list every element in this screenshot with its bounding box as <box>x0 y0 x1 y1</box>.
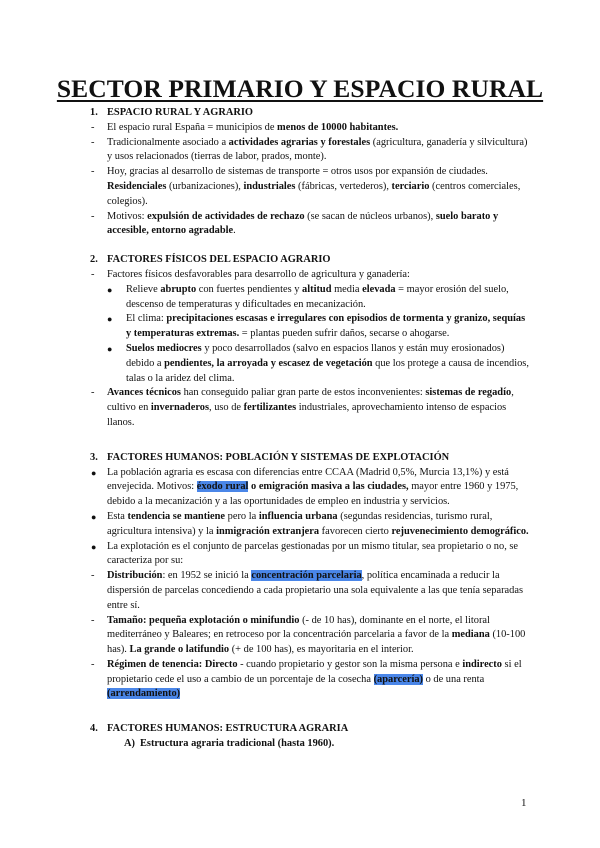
bold-text: terciario <box>391 180 430 192</box>
bold-text: pendientes, la arroyada y escasez de vegetación <box>164 357 373 369</box>
text-run: = mayor erosión del suelo, descenso de temperaturas y dificultades en mecanización. <box>126 283 509 310</box>
dash-bullet: - <box>91 166 95 178</box>
list-item <box>88 268 530 283</box>
list-item <box>88 283 530 313</box>
bold-text: inmigración extranjera <box>216 525 320 537</box>
section-title: FACTORES FÍSICOS DEL ESPACIO AGRARIO <box>107 254 331 266</box>
bold-text: mediana <box>451 629 490 641</box>
bold-text: precipitaciones escasas e irregulares con episodios de tormenta y granizo, sequías y temperaturas extremas. <box>126 313 526 340</box>
text-run: con fuertes pendientes y <box>196 283 303 295</box>
text-run: Tradicionalmente asociado a <box>107 136 229 148</box>
section-4 <box>88 722 530 752</box>
dot-bullet: ● <box>107 314 113 325</box>
text-run: que los protege a causa de incendios, talas o la aridez del clima. <box>126 357 529 384</box>
highlighted-text: (arrendamiento) <box>107 688 181 700</box>
dash-bullet: - <box>91 570 95 582</box>
subsection-letter: A) <box>124 738 135 750</box>
text-run: . <box>233 225 236 237</box>
subsection-heading <box>88 737 530 752</box>
bold-text: Suelos mediocres <box>126 342 202 354</box>
bold-text: actividades agrarias y forestales <box>228 136 371 148</box>
document-body <box>88 106 530 752</box>
dash-bullet: - <box>91 121 95 133</box>
text-run: (10-100 has). <box>107 629 526 656</box>
list-item <box>88 658 530 702</box>
text-run: Motivos: <box>107 210 148 222</box>
bold-text: influencia urbana <box>258 510 338 522</box>
page-title: SECTOR PRIMARIO Y ESPACIO RURAL <box>56 74 544 103</box>
bold-text: tendencia se mantiene <box>127 510 226 522</box>
list-item <box>88 569 530 613</box>
bold-text: fertilizantes <box>243 402 297 414</box>
section-number: 2. <box>90 254 98 266</box>
text-run: (se sacan de núcleos urbanos), <box>304 210 436 222</box>
text-run: (segundas residencias, turismo rural, agricultura intensiva) y la <box>107 510 493 537</box>
dash-bullet: - <box>91 658 95 670</box>
text-run: favorecen cierto <box>319 525 392 537</box>
bold-text: La grande o latifundio <box>129 644 230 656</box>
text-run: El clima: <box>126 313 167 325</box>
bold-text: expulsión de actividades de rechazo <box>147 210 305 222</box>
bold-text: menos de 10000 habitantes. <box>277 121 399 133</box>
text-run: media <box>331 283 363 295</box>
text-run: (centros comerciales, colegios). <box>107 180 521 207</box>
list-item <box>88 342 530 386</box>
bold-text: elevada <box>362 283 396 295</box>
dash-bullet: - <box>91 387 95 399</box>
text-run: = plantas pueden sufrir daños, secarse o ahogarse. <box>239 328 450 340</box>
bold-text: industriales <box>243 180 296 192</box>
dot-bullet: ● <box>91 541 97 552</box>
dash-bullet: - <box>91 210 95 222</box>
bold-text: altitud <box>302 283 332 295</box>
list-item <box>88 386 530 430</box>
section-title: FACTORES HUMANOS: POBLACIÓN Y SISTEMAS DE EXPLOTACIÓN <box>107 451 450 463</box>
bold-text: Avances técnicos <box>107 387 181 399</box>
text-run: (fábricas, vertederos), <box>295 180 392 192</box>
text-run: y poco desarrollados (salvo en espacios llanos y están muy erosionados) debido a <box>126 342 505 369</box>
text-run: han conseguido paliar gran parte de estos inconvenientes: <box>180 387 426 399</box>
section-number: 4. <box>90 723 98 735</box>
text-run: (urbanizaciones), <box>166 180 244 192</box>
list-item <box>88 312 530 342</box>
text-run: , cultivo en <box>107 387 514 414</box>
highlighted-text: concentración parcelaria <box>251 570 362 582</box>
highlighted-text: éxodo rural <box>196 481 249 493</box>
text-run: Esta <box>107 510 128 522</box>
text-run: pero la <box>225 510 259 522</box>
bold-text: Tamaño: pequeña explotación o minifundio <box>107 614 300 626</box>
text-run: La explotación es el conjunto de parcelas gestionadas por un mismo titular, sea propietario o no, se caracteriza por su: <box>107 540 519 567</box>
list-item <box>88 540 530 570</box>
list-item <box>88 165 530 209</box>
text-run: (+ de 100 has), es mayoritaria en el interior. <box>229 644 414 656</box>
bold-text: o emigración masiva a las ciudades, <box>248 481 409 493</box>
dot-bullet: ● <box>107 284 113 295</box>
section-4-heading <box>88 722 530 737</box>
section-3-heading <box>88 451 530 466</box>
bold-text: Residenciales <box>107 180 167 192</box>
highlighted-text: (aparcería) <box>373 673 424 685</box>
text-run: : en 1952 se inició la <box>162 570 252 582</box>
section-number: 1. <box>90 107 98 118</box>
text-run: Hoy, gracias al desarrollo de sistemas de transporte = otros usos por expansión de ciudades. <box>107 166 488 178</box>
section-number: 3. <box>90 451 98 463</box>
list-item <box>88 614 530 658</box>
section-3 <box>88 451 530 703</box>
text-run: mayor entre 1960 y 1975, debido a la mecanización y a las oportunidades de empleo en industria y servicios. <box>107 481 519 508</box>
text-run: , política encaminada a reducir la dispersión de parcelas concediendo a cada propietario una sola equivalente a las que tenía separadas entre sí. <box>107 570 524 611</box>
text-run: (- de 10 has), dominante en el norte, el litoral mediterráneo y Baleares; en retroceso por la concentración parcelaria a favor de la <box>107 614 490 641</box>
dash-bullet: - <box>91 136 95 148</box>
section-title: FACTORES HUMANOS: ESTRUCTURA AGRARIA <box>107 723 349 735</box>
bold-text: Distribución <box>107 570 163 582</box>
dot-bullet: ● <box>91 511 97 522</box>
text-run: (agricultura, ganadería y silvicultura) y usos relacionados (tierras de labor, prados, monte). <box>107 136 528 163</box>
text-run: o de una renta <box>423 673 485 685</box>
dot-bullet: ● <box>91 467 97 478</box>
section-2-heading <box>88 253 530 268</box>
text-run: Factores físicos desfavorables para desarrollo de agricultura y ganadería: <box>107 268 410 280</box>
bold-text: abrupto <box>160 283 197 295</box>
bold-text: invernaderos <box>150 402 209 414</box>
list-item <box>88 121 530 136</box>
list-item <box>88 210 530 240</box>
section-2 <box>88 253 530 431</box>
text-run: industriales, aprovechamiento intenso de espacios llanos. <box>107 402 507 428</box>
text-run: - cuando propietario y gestor son la misma persona e <box>237 658 463 670</box>
list-item <box>88 510 530 540</box>
list-item <box>88 466 530 510</box>
dash-bullet: - <box>91 614 95 626</box>
text-run: La población agraria es escasa con diferencias entre CCAA (Madrid 0,5%, Murcia 13,1%) y está envejecida. Motivos: <box>107 466 509 493</box>
dash-bullet: - <box>91 268 95 280</box>
bold-text: sistemas de regadío <box>425 387 512 399</box>
list-item <box>88 136 530 166</box>
bold-text: rejuvenecimiento demográfico. <box>391 525 529 537</box>
bold-text: Régimen de tenencia: Directo <box>107 658 238 670</box>
section-1-heading <box>88 106 530 121</box>
bold-text: indirecto <box>462 658 502 670</box>
text-run: si el propietario cede el uso a cambio de un porcentaje de la cosecha <box>107 658 522 685</box>
subsection-title: Estructura agraria tradicional (hasta 1960). <box>140 738 335 750</box>
section-1 <box>88 106 530 239</box>
dot-bullet: ● <box>107 343 113 354</box>
text-run: , uso de <box>209 402 244 414</box>
bold-text: suelo barato y accesible, entorno agradable <box>107 210 499 237</box>
section-title: ESPACIO RURAL Y AGRARIO <box>107 107 253 118</box>
text-run: El espacio rural España = municipios de <box>107 121 278 133</box>
page-number: 1 <box>521 797 527 809</box>
text-run: Relieve <box>126 283 161 295</box>
